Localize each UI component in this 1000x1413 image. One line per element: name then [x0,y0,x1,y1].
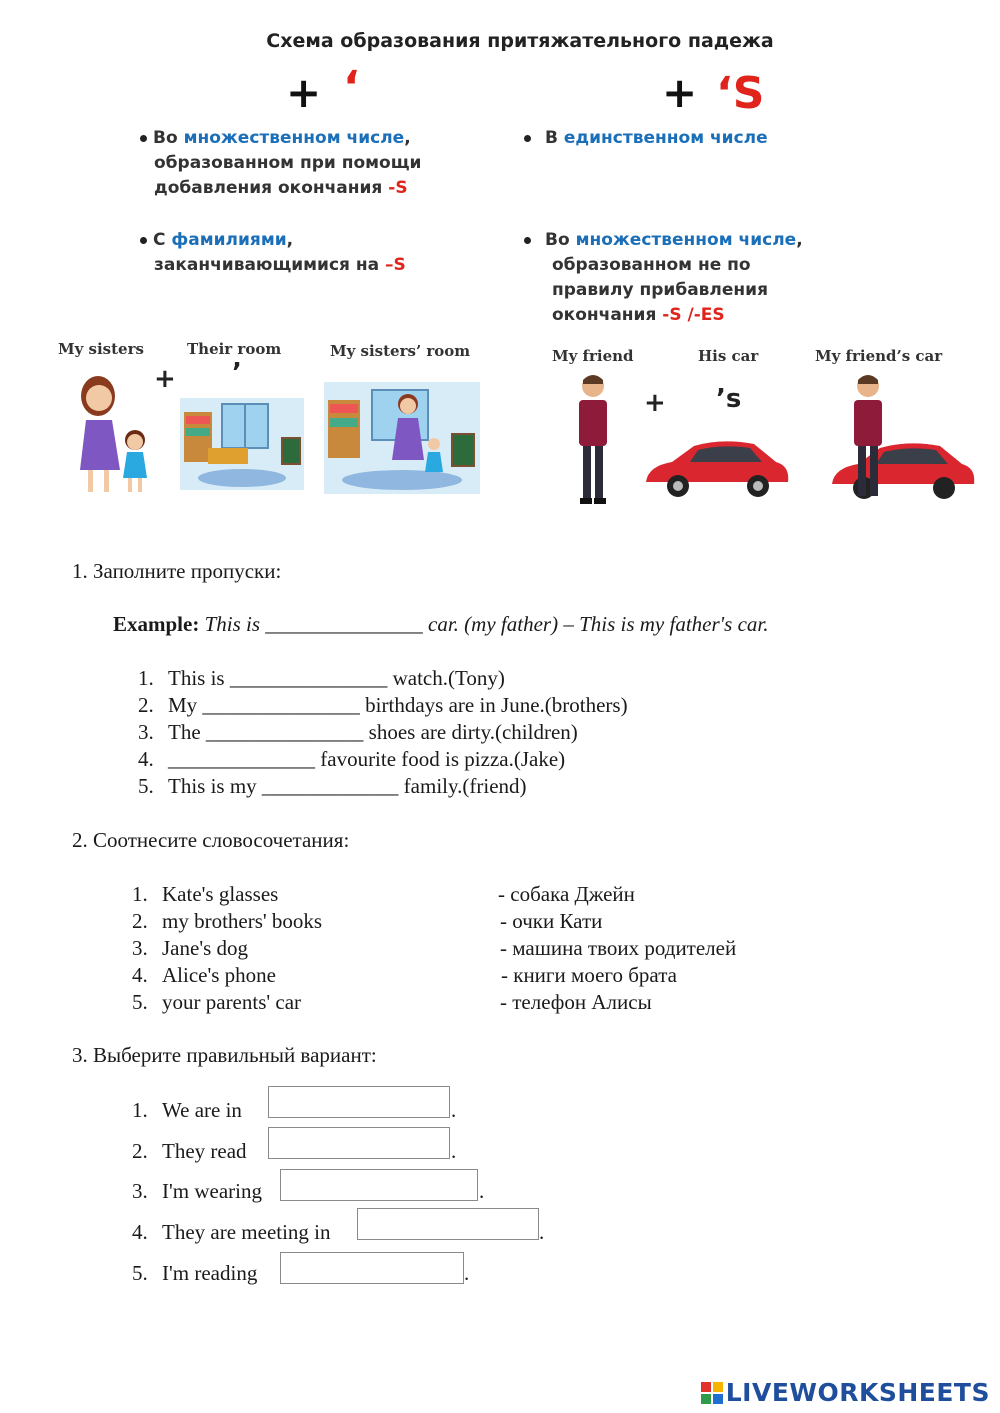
list-item: 5. This is my _____________ family.(friend) [138,774,527,798]
sisters-room-illustration [324,382,480,494]
liveworksheets-logo-icon [701,1382,723,1404]
list-item: 4. ______________ favourite food is pizza.(Jake) [138,747,566,771]
answer-dropdown-4[interactable] [357,1208,539,1240]
caption-their-room: Their room [187,340,282,358]
page-title: Схема образования притяжательного падежа [266,30,774,52]
rule-plural-irregular: Во множественном числе, образованном не по правилу прибавления окончания -S /-ES [524,228,944,328]
list-item: 3. The _______________ shoes are dirty.(children) [138,720,578,744]
example-line [113,611,769,638]
caption-my-sisters: My sisters [58,340,144,358]
match-right-item[interactable]: - очки Кати [500,909,603,933]
car-illustration [642,438,792,500]
plus-sign: + [154,364,176,394]
left-apostrophe-mark: ‘ [343,62,360,113]
period: . [451,1098,457,1122]
apostrophe-s-sign: ’s [716,384,742,414]
caption-my-friends-car: My friend’s car [815,347,943,365]
answer-dropdown-1[interactable] [268,1086,450,1118]
rule-singular: В единственном числе [524,126,944,151]
answer-dropdown-2[interactable] [268,1127,450,1159]
section1-list [138,665,628,800]
answer-dropdown-5[interactable] [280,1252,464,1284]
friends-car-illustration [828,372,978,502]
answer-dropdown-3[interactable] [280,1169,478,1201]
caption-my-sisters-room: My sisters’ room [330,342,471,360]
match-left-item: 1. Kate's glasses [132,882,279,906]
liveworksheets-logo[interactable]: LIVEWORKSHEETS [701,1378,990,1407]
choice-item: 2. They read [132,1139,247,1163]
choice-item: 1. We are in [132,1098,242,1122]
period: . [479,1179,485,1203]
right-plus: + [662,68,698,117]
section2-heading: 2. Соотнесите словосочетания: [72,828,350,852]
match-left-item: 4. Alice's phone [132,963,277,987]
apostrophe-sign: ’ [232,358,242,388]
list-item: 2. My _______________ birthdays are in June.(brothers) [138,693,628,717]
match-right-item[interactable]: - собака Джейн [498,882,635,906]
match-right-item[interactable]: - машина твоих родителей [500,936,737,960]
section2-left-list [132,881,322,1016]
match-left-item: 3. Jane's dog [132,936,249,960]
friend-illustration [570,372,616,506]
bullet-icon [140,237,147,244]
example-text: This is _______________ car. (my father) – This is my father's car. [199,612,769,636]
caption-his-car: His car [698,347,759,365]
section3-heading: 3. Выберите правильный вариант: [72,1043,377,1067]
rule-plural-regular: Во множественном числе, образованном при помощи добавления окончания -S [140,126,520,201]
right-apostrophe-s-mark: ‘S [716,68,765,119]
choice-item: 5. I'm reading [132,1261,258,1285]
list-item: 1. This is _______________ watch.(Tony) [138,666,505,690]
rule-surnames: С фамилиями, заканчивающимися на –S [140,228,520,278]
plus-sign: + [644,388,666,418]
match-left-item: 5. your parents' car [132,990,302,1014]
match-left-item: 2. my brothers' books [132,909,323,933]
period: . [451,1139,457,1163]
sisters-illustration [74,372,160,497]
choice-item: 3. I'm wearing [132,1179,262,1203]
period: . [539,1220,545,1244]
period: . [464,1261,470,1285]
section1-heading: 1. Заполните пропуски: [72,559,282,583]
match-right-item[interactable]: - телефон Алисы [500,990,652,1014]
example-label: Example: [113,612,200,636]
bullet-icon [524,237,531,244]
bullet-icon [524,135,531,142]
section2-right-list [498,881,736,1016]
match-right-item[interactable]: - книги моего брата [501,963,677,987]
bullet-icon [140,135,147,142]
left-plus: + [286,68,322,117]
choice-item: 4. They are meeting in [132,1220,331,1244]
room-illustration [180,398,304,490]
caption-my-friend: My friend [552,347,634,365]
